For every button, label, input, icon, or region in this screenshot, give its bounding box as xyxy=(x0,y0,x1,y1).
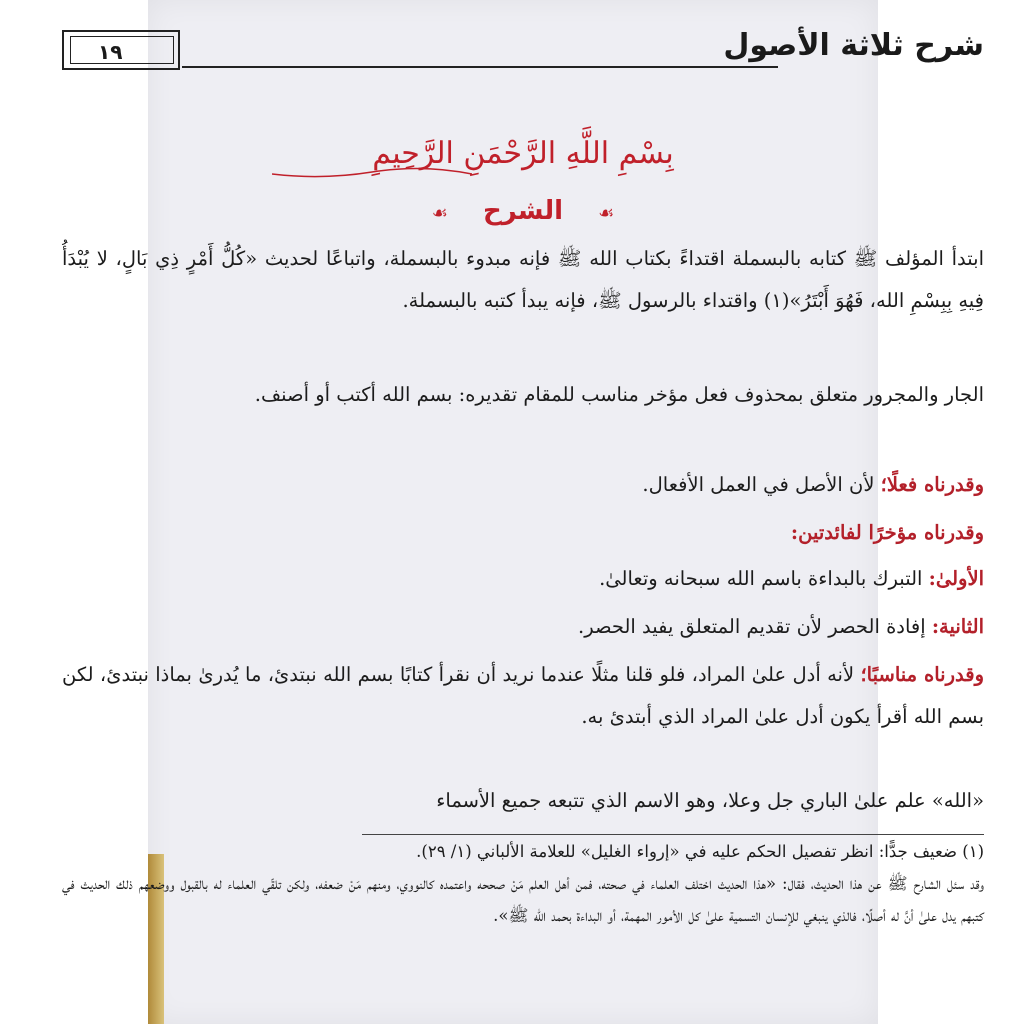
page-content xyxy=(62,0,984,1024)
footnote-1: (١) ضعيف جدًّا: انظر تفصيل الحكم عليه في «إرواء الغليل» للعلامة الألباني (١/ ٢٩). xyxy=(416,842,984,861)
page-number: ١٩ xyxy=(98,40,123,64)
ornament-icon: ☙ xyxy=(598,203,615,224)
footnote-2: وقد سئل الشارح ﷺ عن هذا الحديث، فقال: «هذا الحديث اختلف العلماء في صحته، فمن أهل العلم مَنْ صححه واعتمده كالنووي، ومنهم مَنْ ضعفه، ولكن تلقّي العلماء له بالقبول ووضعهم ذلك الحديث في كتبهم يدل علىٰ أنَّ له أصلًا، فالذي ينبغي للإنسان التسمية علىٰ كل الأمور المهمة، أو البداءة بحمد الله ﷺ». xyxy=(62,874,984,925)
section-heading xyxy=(62,196,984,226)
benefit-second xyxy=(62,606,984,648)
point-delayed xyxy=(62,512,984,554)
paragraph-intro: ابتدأ المؤلف ﷺ كتابه بالبسملة اقتداءً بكتاب الله ﷺ فإنه مبدوء بالبسملة، واتباعًا لحديث «كُلُّ أَمْرٍ ذِي بَالٍ، لا يُبْدَأُ فِيهِ بِبِسْمِ الله، فَهُوَ أَبْتَرُ»(١) واقتداء بالرسول ﷺ، فإنه يبدأ كتبه بالبسملة. xyxy=(62,247,984,312)
point-delayed-label: وقدرناه مؤخرًا لفائدتين: xyxy=(790,521,984,544)
benefit-second-text: إفادة الحصر لأن تقديم المتعلق يفيد الحصر. xyxy=(578,615,932,638)
benefit-first-text: التبرك بالبداءة باسم الله سبحانه وتعالىٰ. xyxy=(599,567,929,590)
paragraph-allah: «الله» علم علىٰ الباري جل وعلا، وهو الاسم الذي تتبعه جميع الأسماء xyxy=(436,789,984,812)
footnote-separator xyxy=(362,834,984,835)
basmala-flourish xyxy=(272,166,472,180)
basmala: بِسْمِ اللَّهِ الرَّحْمَنِ الرَّحِيمِ xyxy=(372,136,674,171)
point-suitable-text: لأنه أدل علىٰ المراد، فلو قلنا مثلًا عندما نريد أن نقرأ كتابًا بسم الله نبتدئ، ما يُدرىٰ بماذا نبتدئ، لكن بسم الله أقرأ يكون أدل علىٰ المراد الذي أبتدئ به. xyxy=(62,663,984,728)
section-title: الشرح xyxy=(482,196,564,226)
point-verb-text: لأن الأصل في العمل الأفعال. xyxy=(642,473,881,496)
ornament-icon: ☙ xyxy=(431,203,448,224)
benefit-first-label: الأولىٰ: xyxy=(928,567,984,590)
benefit-first xyxy=(62,558,984,600)
point-verb-label: وقدرناه فعلًا؛ xyxy=(880,473,984,496)
benefit-second-label: الثانية: xyxy=(931,615,984,638)
point-suitable-label: وقدرناه مناسبًا؛ xyxy=(860,663,984,686)
point-verb xyxy=(62,464,984,506)
point-suitable xyxy=(62,654,984,738)
paragraph-grammar: الجار والمجرور متعلق بمحذوف فعل مؤخر مناسب للمقام تقديره: بسم الله أكتب أو أصنف. xyxy=(254,383,984,406)
book-title: شرح ثلاثة الأصول xyxy=(723,28,984,63)
